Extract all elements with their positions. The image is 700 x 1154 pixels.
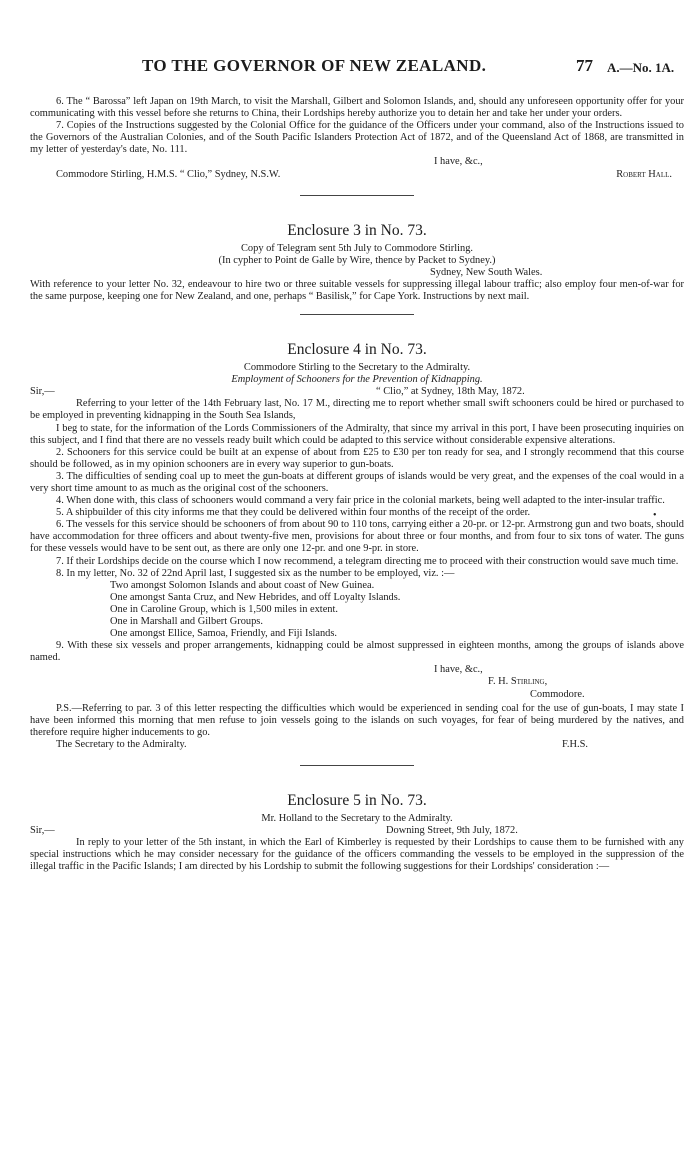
- salutation: Sir,—: [30, 386, 55, 398]
- section-divider: [300, 765, 414, 766]
- enclosure-title: Commodore Stirling to the Secretary to the Admiralty.: [243, 362, 471, 374]
- list-item: One amongst Ellice, Samoa, Friendly, and Fiji Islands.: [110, 628, 338, 640]
- page-body: [30, 96, 684, 873]
- enclosure-3: [30, 222, 684, 303]
- section-divider: [300, 314, 414, 315]
- signature-rank: Commodore.: [530, 688, 585, 700]
- paragraph: 5. A shipbuilder of this city informs me that they could be delivered within four months of the receipt of the order.: [56, 507, 531, 519]
- addressee: Commodore Stirling, H.M.S. “ Clio,” Sydney, N.S.W.: [56, 168, 281, 180]
- paragraph: 4. When done with, this class of schooners would command a very fair price in the colonial markets, being well adapted to the inter-insular traffic.: [56, 495, 665, 507]
- enclosure-title: Copy of Telegram sent 5th July to Commodore Stirling.: [241, 242, 473, 254]
- enclosure-heading: Enclosure 4 in No. 73.: [287, 341, 427, 359]
- enclosure-heading: Enclosure 3 in No. 73.: [287, 221, 427, 239]
- list-item: Two amongst Solomon Islands and about coast of New Guinea.: [110, 579, 375, 591]
- vessel-list: [30, 580, 684, 640]
- closing-line: I have, &c.,: [434, 664, 483, 676]
- paragraph: I beg to state, for the information of the Lords Commissioners of the Admiralty, that since my arrival in this port, I have been prosecuting inquiries on this subject, and I find that there are no vessels ready built which could be adapted to this service without considerable expensive alterations.: [30, 422, 684, 446]
- letter-continuation: [30, 96, 684, 181]
- paragraph: 7. If their Lordships decide on the course which I now recommend, a telegram directing me to proceed with their construction would save much time.: [56, 555, 679, 567]
- postscript-signature-row: [30, 739, 684, 751]
- paragraph-6: 6. The “ Barossa” left Japan on 19th March, to visit the Marshall, Gilbert and Solomon Islands, and, should any unforeseen opportunity offer for your communicating with this vessel before she returns to China, their Lordships hereby authorize you to detain her and take her under your orders.: [30, 96, 684, 120]
- paper-reference: A.—No. 1A.: [607, 60, 675, 75]
- salutation: Sir,—: [30, 825, 55, 837]
- paragraph: 6. The vessels for this service should be schooners of from about 90 to 110 tons, carrying either a 20-pr. or 12-pr. Armstrong gun and two boats, should have accommodation for three officers and about twenty-five men, provisions for about three or four months, and from four to six tons of water. The guns for these vessels would have to be sent out, as there are only one 12-pr. and one 9-pr. in store.: [30, 519, 684, 555]
- margin-mark: •: [653, 510, 657, 521]
- salutation-row: [30, 386, 684, 398]
- list-item: One amongst Santa Cruz, and New Hebrides, and off Loyalty Islands.: [110, 591, 401, 603]
- running-header: [0, 56, 700, 82]
- dateline: Downing Street, 9th July, 1872.: [386, 825, 518, 837]
- signature: F. H. Stirling,: [488, 676, 548, 688]
- paragraph: 8. In my letter, No. 32 of 22nd April last, I suggested six as the number to be employed, viz. :—: [56, 567, 455, 579]
- enclosure-heading: Enclosure 5 in No. 73.: [287, 792, 427, 810]
- header-title: TO THE GOVERNOR OF NEW ZEALAND.: [142, 56, 487, 75]
- paragraph-7: 7. Copies of the Instructions suggested by the Colonial Office for the guidance of the Officers under your command, also of the Instructions issued to the Governors of the Australian Colonies, and of the South Pacific Islanders Protection Act of 1872, and of the Queensland Act of 1868, are transmitted in my letter of yesterday's date, No. 111.: [30, 120, 684, 156]
- list-item: One in Marshall and Gilbert Groups.: [110, 616, 263, 627]
- telegram-body: With reference to your letter No. 32, endeavour to hire two or three suitable vessels for suppressing illegal labour traffic; also employ four men-of-war for the same purpose, keeping one for New Zealand, and one, perhaps “ Basilisk,” for Cape York. Instructions by next mail.: [30, 278, 684, 303]
- signature-row: [30, 169, 684, 181]
- enclosure-note: (In cypher to Point de Galle by Wire, thence by Packet to Sydney.): [218, 254, 496, 266]
- postscript: P.S.—Referring to par. 3 of this letter respecting the difficulties which would be experienced in sending coal for the use of gun-boats, I may state I have been informed this morning that men refuse to join vessels going to the islands on such voyages, for fear of being murdered by the natives, and therefore require higher inducements to go.: [30, 702, 684, 738]
- addressee: The Secretary to the Admiralty.: [56, 738, 187, 750]
- paragraph: 3. The difficulties of sending coal up to meet the gun-boats at different groups of islands would be very great, and the expenses of the coal would in a very short time amount to as much as the original cost of the schooners.: [30, 470, 684, 494]
- dateline: “ Clio,” at Sydney, 18th May, 1872.: [376, 386, 525, 398]
- enclosure-5: [30, 792, 684, 873]
- paragraph: In reply to your letter of the 5th instant, in which the Earl of Kimberley is requested by their Lordships to cause them to be furnished with any special instructions which he may consider necessary for the guidance of the officers commanding the vessels to be employed in the suppression of the illegal traffic in the Pacific Islands; I am directed by his Lordship to submit the following suggestions for their Lordships' consideration :—: [30, 837, 684, 873]
- place-line: Sydney, New South Wales.: [430, 266, 543, 278]
- page-number: 77: [576, 56, 593, 75]
- enclosure-title: Mr. Holland to the Secretary to the Admiralty.: [261, 813, 453, 825]
- initials: F.H.S.: [561, 738, 588, 750]
- salutation-row: [30, 825, 684, 837]
- enclosure-subject: Employment of Schooners for the Prevention of Kidnapping.: [231, 374, 483, 386]
- section-divider: [300, 195, 414, 196]
- paragraph: 9. With these six vessels and proper arrangements, kidnapping could be almost suppressed in eighteen months, among the groups of islands above named.: [30, 640, 684, 664]
- list-item: One in Caroline Group, which is 1,500 miles in extent.: [110, 603, 338, 615]
- enclosure-4: [30, 341, 684, 751]
- signature: Robert Hall.: [616, 168, 672, 180]
- paragraph: 2. Schooners for this service could be built at an expense of about from £25 to £30 per ton ready for sea, and I strongly recommend that this course should be followed, as in my opinion schooners are in every way superior to gun-boats.: [30, 446, 684, 470]
- paragraph: Referring to your letter of the 14th February last, No. 17 M., directing me to report whether small swift schooners could be hired or purchased to be employed in preventing kidnapping in the South Sea Islands,: [30, 398, 684, 422]
- closing-line: I have, &c.,: [434, 156, 483, 168]
